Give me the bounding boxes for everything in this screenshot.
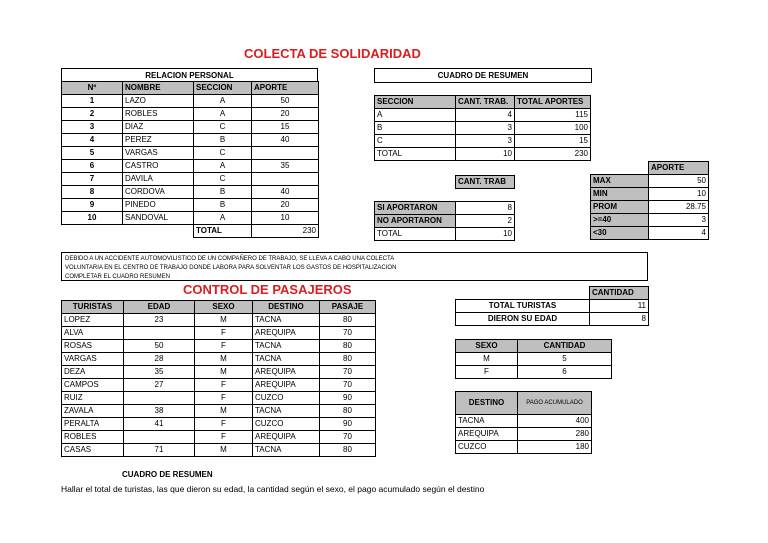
stats-header-row <box>591 162 709 175</box>
table-row <box>591 227 709 240</box>
table-cell: PEREZ <box>123 134 194 147</box>
table-cell: 5 <box>62 147 123 160</box>
table-row <box>591 175 709 188</box>
column-header: TOTAL APORTES <box>515 96 591 109</box>
table-cell: 4 <box>62 134 123 147</box>
table-cell: SANDOVAL <box>123 212 194 225</box>
table-cell: 70 <box>320 379 376 392</box>
empty-cell <box>375 176 456 189</box>
empty-cell <box>591 162 649 175</box>
table-cell: SI APORTARON <box>375 202 456 215</box>
instruction-note <box>61 252 648 281</box>
table-row <box>62 392 376 405</box>
table-cell: 2 <box>62 108 123 121</box>
column-header: SECCION <box>194 82 252 95</box>
table-row <box>456 313 649 326</box>
table-cell: 115 <box>515 109 591 122</box>
cantidad-table <box>455 286 649 326</box>
table-cell: 180 <box>518 441 592 454</box>
empty-cell <box>123 225 194 238</box>
table-cell: TACNA <box>456 415 518 428</box>
table-cell: 4 <box>649 227 709 240</box>
table-row <box>591 201 709 214</box>
table-row <box>62 340 376 353</box>
column-header: PASAJE <box>320 301 376 314</box>
column-header: SEXO <box>195 301 253 314</box>
control-title: CONTROL DE PASAJEROS <box>183 282 352 297</box>
sexo-header-row <box>456 340 612 353</box>
table-cell: CASTRO <box>123 160 194 173</box>
table-cell: CUZCO <box>253 418 320 431</box>
table-row <box>456 441 592 454</box>
table-row <box>456 353 612 366</box>
table-row <box>62 353 376 366</box>
table-cell: TOTAL <box>375 148 456 161</box>
table-cell: 10 <box>456 148 515 161</box>
table-cell: 4 <box>456 109 515 122</box>
table-cell: 10 <box>649 188 709 201</box>
table-cell: 90 <box>320 392 376 405</box>
table-cell: 8 <box>590 313 649 326</box>
table-row <box>62 199 319 212</box>
table-cell: PINEDO <box>123 199 194 212</box>
table-cell: 71 <box>124 444 195 457</box>
empty-cell <box>456 287 590 300</box>
table-cell: 280 <box>518 428 592 441</box>
relacion-title: RELACION PERSONAL <box>61 68 318 83</box>
table-row <box>62 108 319 121</box>
table-row <box>62 444 376 457</box>
footer-resumen-label: CUADRO DE RESUMEN <box>122 470 213 479</box>
table-cell: 28.75 <box>649 201 709 214</box>
table-cell: 6 <box>62 160 123 173</box>
table-cell: 70 <box>320 327 376 340</box>
empty-cell <box>375 189 456 202</box>
table-cell: 400 <box>518 415 592 428</box>
table-cell: 20 <box>252 199 319 212</box>
table-row <box>62 134 319 147</box>
table-cell: AREQUIPA <box>456 428 518 441</box>
column-header: SEXO <box>456 340 518 353</box>
column-header: EDAD <box>124 301 195 314</box>
column-header: TURISTAS <box>62 301 124 314</box>
table-cell: 70 <box>320 366 376 379</box>
total-value: 230 <box>252 225 319 238</box>
table-cell: B <box>375 122 456 135</box>
table-cell: DIERON SU EDAD <box>456 313 590 326</box>
table-cell: 35 <box>124 366 195 379</box>
table-cell: TACNA <box>253 340 320 353</box>
table-cell: 28 <box>124 353 195 366</box>
table-cell: ALVA <box>62 327 124 340</box>
table-cell: LOPEZ <box>62 314 124 327</box>
column-header: NOMBRE <box>123 82 194 95</box>
table-cell <box>252 173 319 186</box>
table-row <box>375 135 591 148</box>
table-cell: CORDOVA <box>123 186 194 199</box>
table-cell: ZAVALA <box>62 405 124 418</box>
table-cell: 100 <box>515 122 591 135</box>
table-row <box>456 428 592 441</box>
table-cell: 35 <box>252 160 319 173</box>
empty-cell <box>62 225 123 238</box>
table-cell: DAVILA <box>123 173 194 186</box>
table-cell: ROSAS <box>62 340 124 353</box>
table-cell: F <box>195 379 253 392</box>
relacion-header-row <box>62 82 319 95</box>
table-cell: ROBLES <box>123 108 194 121</box>
column-header: SECCION <box>375 96 456 109</box>
table-cell: PROM <box>591 201 649 214</box>
spacer-row <box>375 189 515 202</box>
table-cell: VARGAS <box>62 353 124 366</box>
table-cell: NO APORTARON <box>375 215 456 228</box>
table-cell: AREQUIPA <box>253 366 320 379</box>
destino-header-row <box>456 392 592 415</box>
table-cell: 3 <box>456 122 515 135</box>
table-cell: 8 <box>62 186 123 199</box>
table-cell: TACNA <box>253 405 320 418</box>
table-cell: 80 <box>320 353 376 366</box>
table-cell: AREQUIPA <box>253 431 320 444</box>
table-row <box>62 147 319 160</box>
table-row <box>375 215 515 228</box>
table-row <box>62 212 319 225</box>
table-cell: 3 <box>456 135 515 148</box>
table-cell: 230 <box>515 148 591 161</box>
column-header: DESTINO <box>253 301 320 314</box>
table-cell: 41 <box>124 418 195 431</box>
table-cell: F <box>195 431 253 444</box>
table-cell: <30 <box>591 227 649 240</box>
table-cell: 2 <box>456 215 515 228</box>
table-cell: F <box>456 366 518 379</box>
table-cell <box>124 431 195 444</box>
table-cell: 6 <box>518 366 612 379</box>
table-cell: M <box>195 444 253 457</box>
table-cell: MIN <box>591 188 649 201</box>
table-cell: TOTAL TURISTAS <box>456 300 590 313</box>
table-row <box>62 173 319 186</box>
table-row <box>591 188 709 201</box>
table-cell: 7 <box>62 173 123 186</box>
column-header: CANT. TRAB <box>456 176 515 189</box>
table-cell: 50 <box>124 340 195 353</box>
table-cell: 70 <box>320 431 376 444</box>
table-row <box>62 314 376 327</box>
table-cell: A <box>375 109 456 122</box>
table-cell: C <box>194 147 252 160</box>
table-row <box>591 214 709 227</box>
table-cell: 27 <box>124 379 195 392</box>
table-cell: 5 <box>518 353 612 366</box>
table-row <box>375 228 515 241</box>
pasajeros-table <box>61 300 376 457</box>
table-cell: PERALTA <box>62 418 124 431</box>
table-cell: CAMPOS <box>62 379 124 392</box>
table-cell: 15 <box>252 121 319 134</box>
table-row <box>375 109 591 122</box>
table-cell: RUIZ <box>62 392 124 405</box>
column-header: Nº <box>62 82 123 95</box>
resumen-title: CUADRO DE RESUMEN <box>374 68 592 83</box>
table-cell: DEZA <box>62 366 124 379</box>
table-cell <box>124 327 195 340</box>
table-cell: B <box>194 199 252 212</box>
table-row <box>456 366 612 379</box>
table-cell: MAX <box>591 175 649 188</box>
note-line: COMPLETAR EL CUADRO RESUMEN <box>65 274 171 280</box>
table-cell: 80 <box>320 444 376 457</box>
column-header: APORTE <box>649 162 709 175</box>
table-cell: CASAS <box>62 444 124 457</box>
table-cell: C <box>375 135 456 148</box>
table-cell: 3 <box>649 214 709 227</box>
table-cell: AREQUIPA <box>253 327 320 340</box>
table-cell: 40 <box>252 134 319 147</box>
table-row <box>62 160 319 173</box>
table-row <box>62 379 376 392</box>
table-cell <box>124 392 195 405</box>
table-cell: F <box>195 340 253 353</box>
total-row <box>62 225 319 238</box>
table-row <box>62 431 376 444</box>
table-cell: F <box>195 418 253 431</box>
destino-table <box>455 391 592 454</box>
table-row <box>62 95 319 108</box>
table-cell: 23 <box>124 314 195 327</box>
column-header: DESTINO <box>456 392 518 415</box>
table-cell: A <box>194 160 252 173</box>
sexo-table <box>455 339 612 379</box>
stats-table <box>590 161 709 240</box>
table-cell: ROBLES <box>62 431 124 444</box>
table-cell: M <box>195 405 253 418</box>
table-cell: CUZCO <box>456 441 518 454</box>
table-cell: 10 <box>252 212 319 225</box>
table-cell: 50 <box>649 175 709 188</box>
table-cell: TACNA <box>253 353 320 366</box>
table-cell: 11 <box>590 300 649 313</box>
footer-instruction: Hallar el total de turistas, las que dieron su edad, la cantidad según el sexo, el pago acumulado según el destino <box>61 484 485 494</box>
aportaron-table <box>374 175 515 241</box>
table-cell: M <box>195 314 253 327</box>
colecta-title: COLECTA DE SOLIDARIDAD <box>244 46 421 61</box>
table-cell: >=40 <box>591 214 649 227</box>
table-cell: 40 <box>252 186 319 199</box>
resumen-seccion-table <box>374 95 591 161</box>
table-cell: 50 <box>252 95 319 108</box>
table-row <box>456 300 649 313</box>
column-header: CANTIDAD <box>518 340 612 353</box>
table-cell: M <box>195 366 253 379</box>
table-cell: F <box>195 327 253 340</box>
note-line: VOLUNTARIA EN EL CENTRO DE TRABAJO DONDE LABORA PARA SOLVENTAR LOS GASTOS DE HOSPITALIZACION <box>65 265 397 271</box>
table-cell: 90 <box>320 418 376 431</box>
table-cell: A <box>194 212 252 225</box>
table-row <box>375 202 515 215</box>
table-cell: CUZCO <box>253 392 320 405</box>
table-cell: M <box>195 353 253 366</box>
table-cell: M <box>456 353 518 366</box>
table-cell: 1 <box>62 95 123 108</box>
table-cell: AREQUIPA <box>253 379 320 392</box>
column-header: CANT. TRAB. <box>456 96 515 109</box>
table-cell: B <box>194 186 252 199</box>
table-row <box>62 366 376 379</box>
table-row <box>62 405 376 418</box>
table-cell: 10 <box>62 212 123 225</box>
table-row <box>62 327 376 340</box>
table-row <box>456 415 592 428</box>
table-cell: A <box>194 108 252 121</box>
table-cell: LAZO <box>123 95 194 108</box>
aportaron-header-row <box>375 176 515 189</box>
table-row <box>375 122 591 135</box>
column-header: CANTIDAD <box>590 287 649 300</box>
column-header: PAGO ACUMULADO <box>518 392 592 415</box>
table-cell: 38 <box>124 405 195 418</box>
resumen-header-row <box>375 96 591 109</box>
table-cell: 80 <box>320 405 376 418</box>
table-cell: 15 <box>515 135 591 148</box>
table-cell: 10 <box>456 228 515 241</box>
table-cell: A <box>194 95 252 108</box>
pasajeros-header-row <box>62 301 376 314</box>
relacion-table <box>61 81 319 238</box>
table-row <box>62 418 376 431</box>
table-row <box>62 186 319 199</box>
table-cell: TACNA <box>253 314 320 327</box>
note-line: DEBIDO A UN ACCIDENTE AUTOMOVILISTICO DE UN COMPAÑERO DE TRABAJO, SE LLEVA A CABO UNA COLECTA <box>65 256 395 262</box>
table-cell: F <box>195 392 253 405</box>
table-cell: C <box>194 121 252 134</box>
column-header: APORTE <box>252 82 319 95</box>
cantidad-header-row <box>456 287 649 300</box>
table-row <box>62 121 319 134</box>
empty-cell <box>456 189 515 202</box>
table-cell: 8 <box>456 202 515 215</box>
total-label: TOTAL <box>194 225 252 238</box>
table-cell: TACNA <box>253 444 320 457</box>
table-cell: DIAZ <box>123 121 194 134</box>
table-cell: VARGAS <box>123 147 194 160</box>
table-cell: B <box>194 134 252 147</box>
table-cell: 3 <box>62 121 123 134</box>
table-cell: TOTAL <box>375 228 456 241</box>
table-cell: 9 <box>62 199 123 212</box>
table-row <box>375 148 591 161</box>
table-cell: 80 <box>320 340 376 353</box>
table-cell: C <box>194 173 252 186</box>
table-cell: 80 <box>320 314 376 327</box>
table-cell <box>252 147 319 160</box>
table-cell: 20 <box>252 108 319 121</box>
